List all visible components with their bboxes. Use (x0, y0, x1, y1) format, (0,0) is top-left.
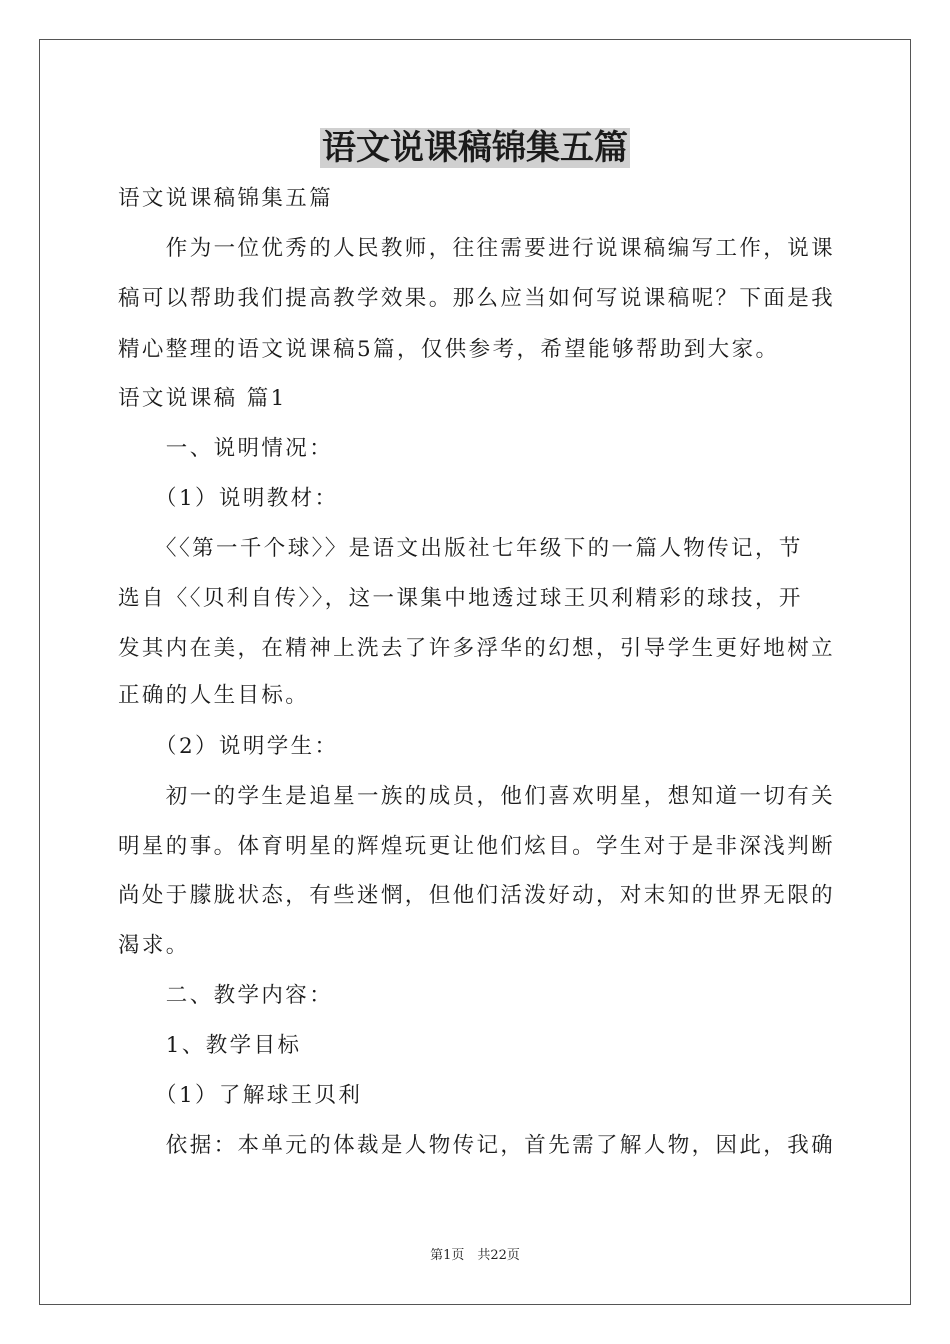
body-line: （1）了解球王贝利 (118, 1083, 363, 1108)
body-line: （2）说明学生： (118, 734, 339, 759)
section-heading: 语文说课稿 篇1 (118, 386, 287, 411)
body-line: 精心整理的语文说课稿5篇，仅供参考，希望能够帮助到大家。 (118, 337, 780, 362)
body-line: 稿可以帮助我们提高教学效果。那么应当如何写说课稿呢？下面是我 (118, 286, 836, 311)
body-line: 二、教学内容： (118, 983, 334, 1008)
body-line: 作为一位优秀的人民教师，往往需要进行说课稿编写工作，说课 (118, 236, 836, 261)
document-title-text: 语文说课稿锦集五篇 (322, 128, 628, 168)
body-line: 渴求。 (118, 933, 190, 958)
body-line: 语文说课稿锦集五篇 (118, 186, 334, 211)
body-line: 〈〈第一千个球〉〉是语文出版社七年级下的一篇人物传记，节 (118, 536, 803, 561)
body-line: 正确的人生目标。 (118, 683, 310, 708)
body-line: 初一的学生是追星一族的成员，他们喜欢明星，想知道一切有关 (118, 784, 836, 809)
body-line: 尚处于朦胧状态，有些迷惘，但他们活泼好动，对末知的世界无限的 (118, 883, 836, 908)
body-line: 发其内在美，在精神上洗去了许多浮华的幻想，引导学生更好地树立 (118, 636, 836, 661)
body-line: 依据：本单元的体裁是人物传记，首先需了解人物，因此，我确 (118, 1133, 836, 1158)
document-title (0, 124, 950, 172)
body-line: 选自〈〈贝利自传〉〉，这一课集中地透过球王贝利精彩的球技，开 (118, 586, 803, 611)
body-line: 一、说明情况： (118, 436, 334, 461)
body-line: （1）说明教材： (118, 486, 339, 511)
body-line: 1、教学目标 (118, 1033, 302, 1058)
body-line: 明星的事。体育明星的辉煌玩更让他们炫目。学生对于是非深浅判断 (118, 834, 836, 859)
page-footer: 第1页 共22页 (430, 1248, 520, 1263)
page-border (39, 39, 911, 1305)
